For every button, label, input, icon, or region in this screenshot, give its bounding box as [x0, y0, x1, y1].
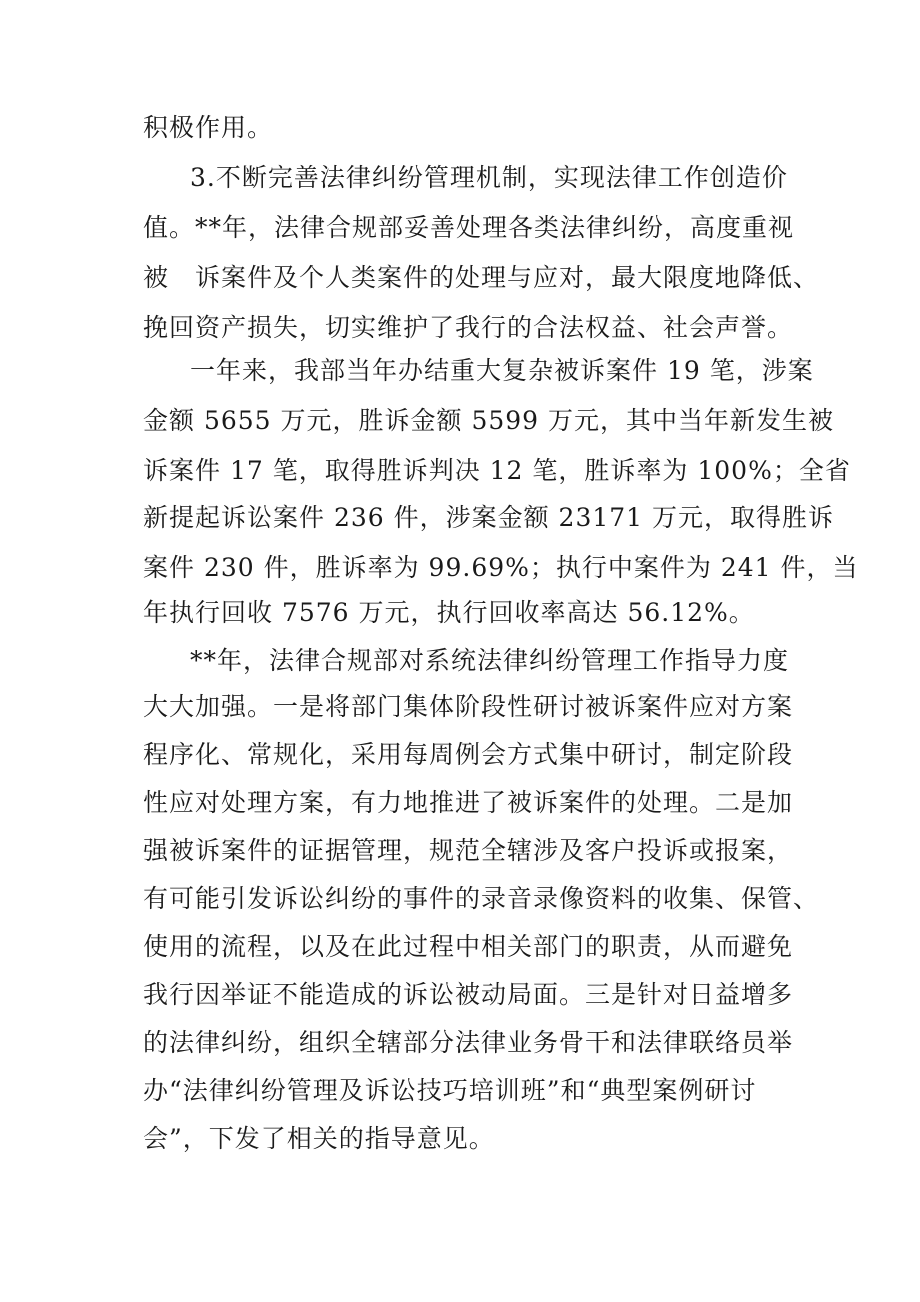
text-line: 大大加强。一是将部门集体阶段性研讨被诉案件应对方案 — [143, 692, 794, 721]
text-line: 新提起诉讼案件 236 件，涉案金额 23171 万元，取得胜诉 — [143, 503, 835, 532]
text-line: 我行因举证不能造成的诉讼被动局面。三是针对日益增多 — [143, 980, 794, 1009]
text-line: 挽回资产损失，切实维护了我行的合法权益、社会声誉。 — [143, 313, 794, 342]
text-line: 年执行回收 7576 万元，执行回收率高达 56.12%。 — [143, 598, 755, 627]
text-line: 金额 5655 万元，胜诉金额 5599 万元，其中当年新发生被 — [143, 406, 835, 435]
text-line: 程序化、常规化，采用每周例会方式集中研讨，制定阶段 — [143, 740, 794, 769]
text-line: 强被诉案件的证据管理，规范全辖涉及客户投诉或报案， — [143, 836, 794, 865]
text-line: **年，法律合规部对系统法律纠纷管理工作指导力度 — [190, 646, 790, 675]
text-line: 案件 230 件，胜诉率为 99.69%；执行中案件为 241 件，当 — [143, 553, 859, 582]
text-line: 的法律纠纷，组织全辖部分法律业务骨干和法律联络员举 — [143, 1028, 794, 1057]
text-line: 办“法律纠纷管理及诉讼技巧培训班”和“典型案例研讨 — [143, 1076, 757, 1105]
text-line: 会”，下发了相关的指导意见。 — [143, 1124, 495, 1153]
text-line: 积极作用。 — [143, 113, 274, 142]
text-line: 3.不断完善法律纠纷管理机制，实现法律工作创造价 — [190, 163, 788, 192]
text-line: 值。**年，法律合规部妥善处理各类法律纠纷，高度重视 — [143, 213, 795, 242]
text-line: 性应对处理方案，有力地推进了被诉案件的处理。二是加 — [143, 788, 794, 817]
text-line: 使用的流程，以及在此过程中相关部门的职责，从而避免 — [143, 932, 794, 961]
text-line: 诉案件 17 笔，取得胜诉判决 12 笔，胜诉率为 100%；全省 — [143, 456, 851, 485]
text-line: 一年来，我部当年办结重大复杂被诉案件 19 笔，涉案 — [190, 356, 814, 385]
text-line: 被 诉案件及个人类案件的处理与应对，最大限度地降低、 — [143, 263, 820, 292]
text-line: 有可能引发诉讼纠纷的事件的录音录像资料的收集、保管、 — [143, 884, 820, 913]
